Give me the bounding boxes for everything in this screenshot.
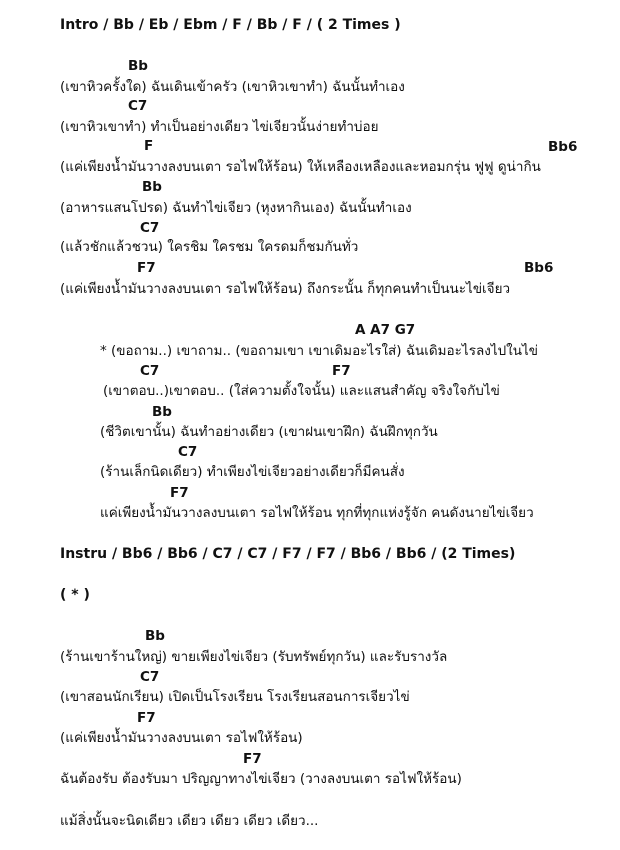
chord: C7 [140, 363, 160, 379]
intro-line: Intro / Bb / Eb / Ebm / F / Bb / F / ( 2 Times ) [60, 17, 401, 33]
chord: C7 [178, 444, 198, 460]
outro-line: แม้สิ่งนั้นจะนิดเดียว เดียว เดียว เดียว เดียว... [60, 813, 319, 829]
chord: Bb [128, 58, 148, 74]
chord: A A7 G7 [355, 322, 416, 338]
lyric-line: แค่เพียงน้ำมันวางลงบนเตา รอไฟให้ร้อน ทุกที่ทุกแห่งรู้จัก คนดังนายไข่เจียว [100, 505, 534, 521]
chord: F [144, 138, 154, 154]
lyric-line: (ร้านเขาร้านใหญ่) ขายเพียงไข่เจียว (รับทรัพย์ทุกวัน) และรับรางวัล [60, 649, 448, 665]
lyric-line: (แค่เพียงน้ำมันวางลงบนเตา รอไฟให้ร้อน) ให้เหลืองเหลืองและหอมกรุ่น ฟูฟู ดูน่ากิน [60, 159, 541, 175]
lyric-line: (เขาตอบ..)เขาตอบ.. (ใส่ความตั้งใจนั้น) และแสนสำคัญ จริงใจกับไข่ [103, 383, 500, 399]
chord: F7 [137, 260, 156, 276]
chord: Bb [152, 404, 172, 420]
lyric-line: (อาหารแสนโปรด) ฉันทำไข่เจียว (หุงหากินเอง) ฉันนั้นทำเอง [60, 200, 412, 216]
lyric-line: * (ขอถาม..) เขาถาม.. (ขอถามเขา เขาเดิมอะไรใส่) ฉันเดิมอะไรลงไปในไข่ [100, 343, 539, 359]
lyric-line: (เขาสอนนักเรียน) เปิดเป็นโรงเรียน โรงเรียนสอนการเจียวไข่ [60, 689, 410, 705]
lyric-line: (แค่เพียงน้ำมันวางลงบนเตา รอไฟให้ร้อน) ถึงกระนั้น ก็ทุกคนทำเป็นนะไข่เจียว [60, 281, 511, 297]
lyric-line: (แล้วชักแล้วชวน) ใครชิม ใครชม ใครดมก็ชมกันทั่ว [60, 239, 359, 255]
lyric-line: (แค่เพียงน้ำมันวางลงบนเตา รอไฟให้ร้อน) [60, 730, 303, 746]
chord: C7 [140, 220, 160, 236]
instru-line: Instru / Bb6 / Bb6 / C7 / C7 / F7 / F7 / Bb6 / Bb6 / (2 Times) [60, 546, 516, 562]
lyric-line: (เขาหิวครั้งใด) ฉันเดินเข้าครัว (เขาหิวเขาทำ) ฉันนั้นทำเอง [60, 79, 405, 95]
chord: C7 [140, 669, 160, 685]
chord: Bb [142, 179, 162, 195]
lyric-line: (ร้านเล็กนิดเดียว) ทำเพียงไข่เจียวอย่างเดียวก็มีคนสั่ง [100, 464, 405, 480]
chord: F7 [137, 710, 156, 726]
chord: Bb [145, 628, 165, 644]
chord: Bb6 [524, 260, 554, 276]
repeat-marker: ( * ) [60, 587, 90, 603]
chord: F7 [170, 485, 189, 501]
chord: C7 [128, 98, 148, 114]
chord: Bb6 [548, 139, 578, 155]
lyric-line: (ชีวิตเขานั้น) ฉันทำอย่างเดียว (เขาฝนเขาฝึก) ฉันฝึกทุกวัน [100, 424, 438, 440]
chord: F7 [332, 363, 351, 379]
lyric-line: (เขาหิวเขาทำ) ทำเป็นอย่างเดียว ไข่เจียวนั้นง่ายทำบ่อย [60, 119, 379, 135]
chord: F7 [243, 751, 262, 767]
lyric-line: ฉันต้องรับ ต้องรับมา ปริญญาทางไข่เจียว (วางลงบนเตา รอไฟให้ร้อน) [60, 771, 462, 787]
